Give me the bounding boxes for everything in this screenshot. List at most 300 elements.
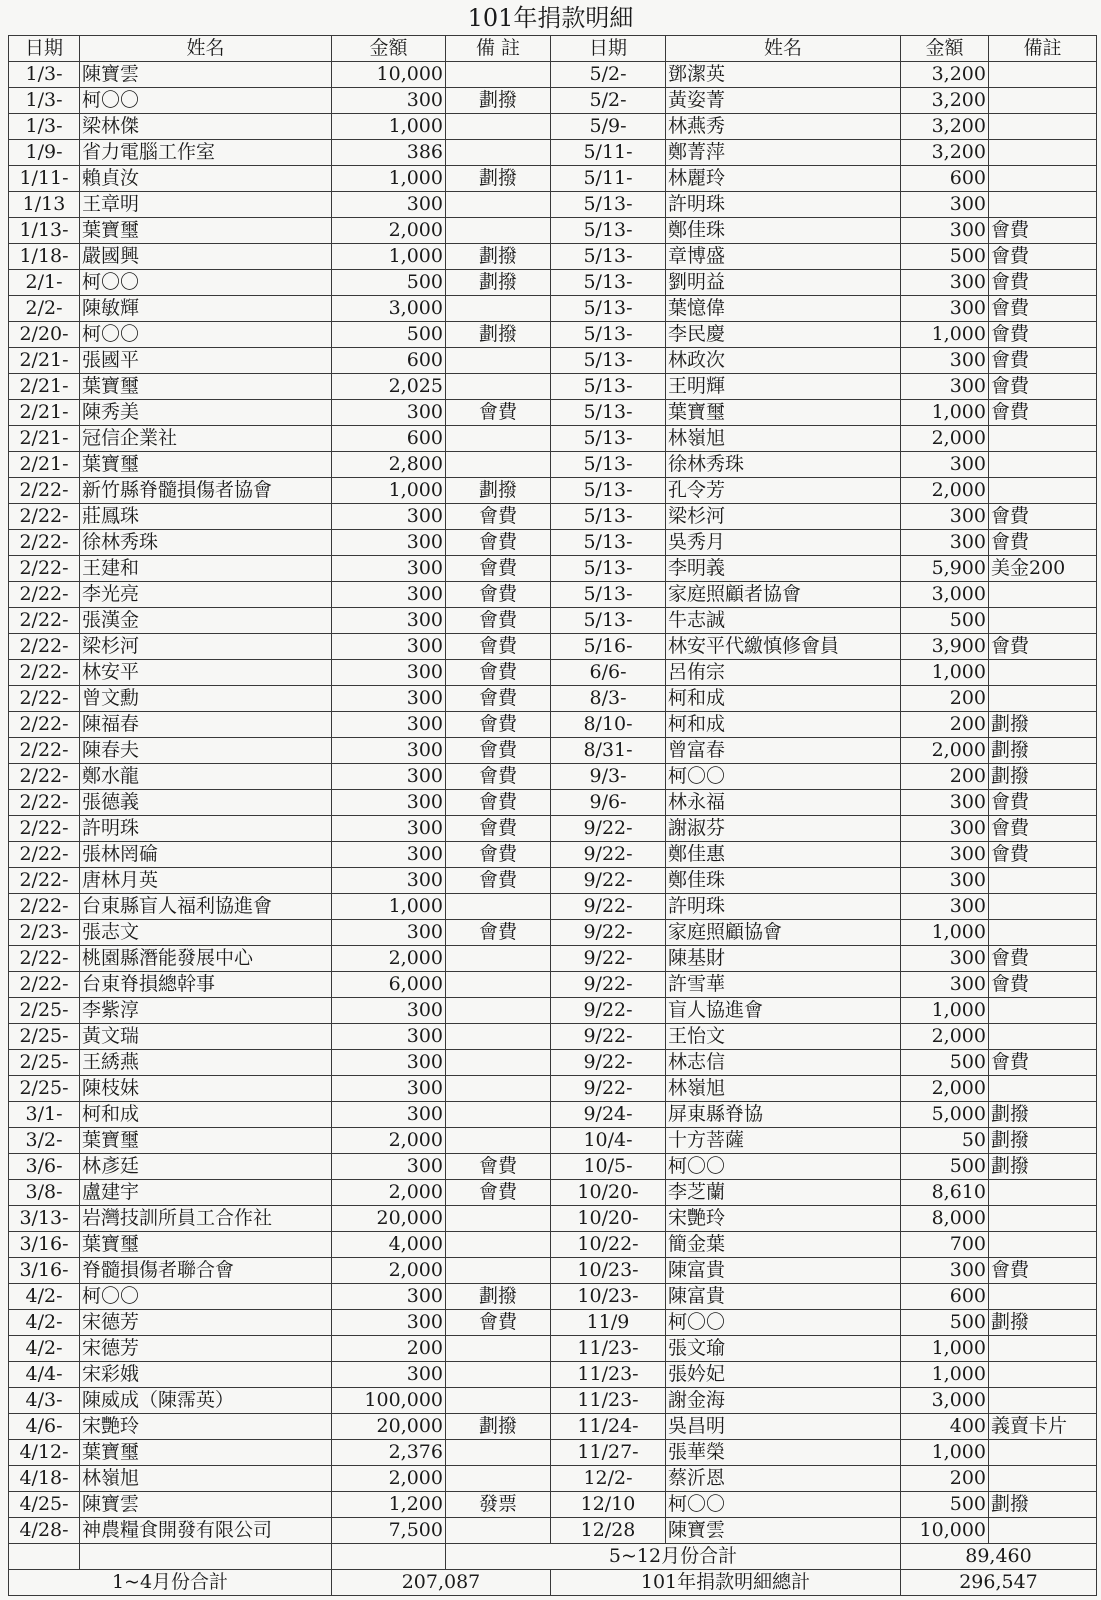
table-row xyxy=(9,608,1097,634)
note-cell: 會費 xyxy=(446,816,551,842)
date-cell: 2/2- xyxy=(9,296,80,322)
date-cell: 5/13- xyxy=(551,322,666,348)
name-cell: 宋艷玲 xyxy=(80,1414,332,1440)
amount-cell: 20,000 xyxy=(332,1414,446,1440)
amount-cell: 2,000 xyxy=(901,1024,989,1050)
amount-cell: 1,000 xyxy=(332,166,446,192)
date-cell: 2/22- xyxy=(9,868,80,894)
note-cell: 會費 xyxy=(989,790,1097,816)
note-cell: 劃撥 xyxy=(446,88,551,114)
name-cell: 家庭照顧協會 xyxy=(666,920,901,946)
amount-cell: 300 xyxy=(332,556,446,582)
note-cell xyxy=(446,192,551,218)
date-cell: 10/20- xyxy=(551,1206,666,1232)
note-cell xyxy=(989,1206,1097,1232)
amount-cell: 300 xyxy=(332,1284,446,1310)
name-cell: 台東脊損總幹事 xyxy=(80,972,332,998)
name-cell: 陳枝妹 xyxy=(80,1076,332,1102)
date-cell: 5/16- xyxy=(551,634,666,660)
note-cell xyxy=(446,140,551,166)
table-row xyxy=(9,634,1097,660)
table-row xyxy=(9,1154,1097,1180)
note-cell: 會費 xyxy=(446,634,551,660)
name-cell: 台東縣盲人福利協進會 xyxy=(80,894,332,920)
date-cell: 5/13- xyxy=(551,296,666,322)
amount-cell: 300 xyxy=(332,764,446,790)
name-cell: 陳富貴 xyxy=(666,1258,901,1284)
date-cell: 5/9- xyxy=(551,114,666,140)
note-cell: 劃撥 xyxy=(989,1492,1097,1518)
header-note-right: 備註 xyxy=(989,36,1097,62)
date-cell: 2/21- xyxy=(9,374,80,400)
total-row xyxy=(9,1570,1097,1596)
name-cell: 葉憶偉 xyxy=(666,296,901,322)
note-cell: 會費 xyxy=(446,842,551,868)
note-cell: 劃撥 xyxy=(446,270,551,296)
name-cell: 柯〇〇 xyxy=(80,88,332,114)
date-cell: 5/13- xyxy=(551,452,666,478)
name-cell: 曾文勳 xyxy=(80,686,332,712)
date-cell: 1/3- xyxy=(9,114,80,140)
note-cell: 劃撥 xyxy=(446,166,551,192)
note-cell: 會費 xyxy=(446,1154,551,1180)
table-row xyxy=(9,972,1097,998)
date-cell: 2/22- xyxy=(9,608,80,634)
note-cell xyxy=(446,1518,551,1544)
note-cell xyxy=(989,114,1097,140)
name-cell: 張妗妃 xyxy=(666,1362,901,1388)
name-cell: 鄧潔英 xyxy=(666,62,901,88)
name-cell: 章博盛 xyxy=(666,244,901,270)
amount-cell: 500 xyxy=(901,1050,989,1076)
subtotal-row-may-dec xyxy=(9,1544,1097,1570)
name-cell: 許明珠 xyxy=(666,894,901,920)
name-cell: 陳秀美 xyxy=(80,400,332,426)
name-cell: 岩灣技訓所員工合作社 xyxy=(80,1206,332,1232)
amount-cell: 3,900 xyxy=(901,634,989,660)
table-row xyxy=(9,218,1097,244)
name-cell: 脊髓損傷者聯合會 xyxy=(80,1258,332,1284)
amount-cell: 20,000 xyxy=(332,1206,446,1232)
note-cell: 會費 xyxy=(989,400,1097,426)
name-cell: 許明珠 xyxy=(80,816,332,842)
amount-cell: 2,376 xyxy=(332,1440,446,1466)
table-row xyxy=(9,842,1097,868)
note-cell: 會費 xyxy=(446,504,551,530)
date-cell: 2/22- xyxy=(9,478,80,504)
amount-cell: 700 xyxy=(901,1232,989,1258)
date-cell: 4/18- xyxy=(9,1466,80,1492)
name-cell: 林嶺旭 xyxy=(666,426,901,452)
name-cell: 鄭佳惠 xyxy=(666,842,901,868)
table-row xyxy=(9,660,1097,686)
amount-cell: 300 xyxy=(901,816,989,842)
date-cell: 2/21- xyxy=(9,452,80,478)
date-cell: 5/13- xyxy=(551,400,666,426)
note-cell: 劃撥 xyxy=(446,1414,551,1440)
note-cell xyxy=(989,1336,1097,1362)
note-cell xyxy=(446,1440,551,1466)
amount-cell: 1,200 xyxy=(332,1492,446,1518)
table-row xyxy=(9,998,1097,1024)
name-cell: 柯和成 xyxy=(666,712,901,738)
date-cell: 12/28 xyxy=(551,1518,666,1544)
subtotal-jan-apr-label: 1~4月份合計 xyxy=(9,1570,332,1596)
table-row xyxy=(9,738,1097,764)
date-cell: 11/9 xyxy=(551,1310,666,1336)
note-cell: 會費 xyxy=(989,270,1097,296)
note-cell xyxy=(989,478,1097,504)
name-cell: 牛志誠 xyxy=(666,608,901,634)
date-cell: 5/2- xyxy=(551,62,666,88)
date-cell: 4/12- xyxy=(9,1440,80,1466)
table-row xyxy=(9,270,1097,296)
date-cell: 11/23- xyxy=(551,1336,666,1362)
amount-cell: 500 xyxy=(901,1492,989,1518)
name-cell: 李紫淳 xyxy=(80,998,332,1024)
note-cell: 會費 xyxy=(989,1258,1097,1284)
date-cell: 9/22- xyxy=(551,816,666,842)
amount-cell: 500 xyxy=(901,244,989,270)
amount-cell: 300 xyxy=(901,946,989,972)
date-cell: 2/22- xyxy=(9,504,80,530)
amount-cell: 1,000 xyxy=(332,894,446,920)
note-cell: 會費 xyxy=(989,946,1097,972)
name-cell: 李光亮 xyxy=(80,582,332,608)
table-row xyxy=(9,1284,1097,1310)
date-cell: 2/22- xyxy=(9,712,80,738)
date-cell: 9/22- xyxy=(551,842,666,868)
amount-cell: 2,800 xyxy=(332,452,446,478)
date-cell: 4/25- xyxy=(9,1492,80,1518)
header-name-right: 姓名 xyxy=(666,36,901,62)
date-cell: 11/23- xyxy=(551,1362,666,1388)
date-cell: 9/3- xyxy=(551,764,666,790)
date-cell: 2/22- xyxy=(9,946,80,972)
name-cell: 孔令芳 xyxy=(666,478,901,504)
date-cell: 9/22- xyxy=(551,998,666,1024)
amount-cell: 1,000 xyxy=(332,244,446,270)
note-cell xyxy=(446,1258,551,1284)
table-row xyxy=(9,1050,1097,1076)
amount-cell: 300 xyxy=(332,660,446,686)
note-cell xyxy=(446,972,551,998)
name-cell: 吳昌明 xyxy=(666,1414,901,1440)
date-cell: 2/22- xyxy=(9,582,80,608)
amount-cell: 300 xyxy=(901,504,989,530)
note-cell xyxy=(446,1024,551,1050)
amount-cell: 300 xyxy=(332,400,446,426)
note-cell xyxy=(989,192,1097,218)
date-cell: 5/13- xyxy=(551,478,666,504)
date-cell: 9/22- xyxy=(551,868,666,894)
table-row xyxy=(9,1466,1097,1492)
name-cell: 柯〇〇 xyxy=(666,1492,901,1518)
amount-cell: 300 xyxy=(332,790,446,816)
note-cell: 劃撥 xyxy=(989,712,1097,738)
name-cell: 陳寶雲 xyxy=(80,1492,332,1518)
date-cell: 4/6- xyxy=(9,1414,80,1440)
name-cell: 林永福 xyxy=(666,790,901,816)
name-cell: 王怡文 xyxy=(666,1024,901,1050)
date-cell: 9/22- xyxy=(551,1024,666,1050)
date-cell: 2/1- xyxy=(9,270,80,296)
amount-cell: 3,200 xyxy=(901,140,989,166)
note-cell xyxy=(989,88,1097,114)
note-cell xyxy=(446,452,551,478)
note-cell: 會費 xyxy=(989,218,1097,244)
table-row xyxy=(9,244,1097,270)
amount-cell: 386 xyxy=(332,140,446,166)
table-row xyxy=(9,868,1097,894)
note-cell xyxy=(446,218,551,244)
name-cell: 張志文 xyxy=(80,920,332,946)
note-cell xyxy=(446,426,551,452)
note-cell: 會費 xyxy=(989,1050,1097,1076)
date-cell: 4/3- xyxy=(9,1388,80,1414)
date-cell: 1/3- xyxy=(9,62,80,88)
amount-cell: 300 xyxy=(332,1076,446,1102)
note-cell: 劃撥 xyxy=(446,322,551,348)
name-cell: 李明義 xyxy=(666,556,901,582)
note-cell: 會費 xyxy=(446,868,551,894)
note-cell xyxy=(446,946,551,972)
note-cell xyxy=(446,374,551,400)
grand-total-value: 296,547 xyxy=(901,1570,1097,1596)
note-cell: 會費 xyxy=(446,764,551,790)
note-cell: 劃撥 xyxy=(989,1102,1097,1128)
table-row xyxy=(9,166,1097,192)
table-row xyxy=(9,1310,1097,1336)
note-cell: 劃撥 xyxy=(989,764,1097,790)
table-row xyxy=(9,322,1097,348)
amount-cell: 1,000 xyxy=(332,478,446,504)
amount-cell: 1,000 xyxy=(901,400,989,426)
date-cell: 12/10 xyxy=(551,1492,666,1518)
note-cell xyxy=(989,166,1097,192)
table-row xyxy=(9,192,1097,218)
amount-cell: 500 xyxy=(901,608,989,634)
name-cell: 柯〇〇 xyxy=(666,1310,901,1336)
table-row xyxy=(9,1362,1097,1388)
amount-cell: 2,000 xyxy=(332,1180,446,1206)
note-cell xyxy=(989,452,1097,478)
amount-cell: 300 xyxy=(901,452,989,478)
name-cell: 柯和成 xyxy=(80,1102,332,1128)
note-cell: 會費 xyxy=(446,738,551,764)
note-cell xyxy=(989,920,1097,946)
blank-cell xyxy=(80,1544,332,1570)
name-cell: 陳福春 xyxy=(80,712,332,738)
header-date-right: 日期 xyxy=(551,36,666,62)
amount-cell: 2,025 xyxy=(332,374,446,400)
name-cell: 陳威成（陳霈英） xyxy=(80,1388,332,1414)
date-cell: 4/28- xyxy=(9,1518,80,1544)
name-cell: 張漢金 xyxy=(80,608,332,634)
table-row xyxy=(9,1232,1097,1258)
name-cell: 省力電腦工作室 xyxy=(80,140,332,166)
name-cell: 謝淑芬 xyxy=(666,816,901,842)
table-row xyxy=(9,1414,1097,1440)
date-cell: 3/16- xyxy=(9,1258,80,1284)
name-cell: 陳基財 xyxy=(666,946,901,972)
amount-cell: 200 xyxy=(901,764,989,790)
amount-cell: 300 xyxy=(332,1050,446,1076)
amount-cell: 2,000 xyxy=(332,1466,446,1492)
date-cell: 5/11- xyxy=(551,166,666,192)
header-date-left: 日期 xyxy=(9,36,80,62)
note-cell xyxy=(989,1388,1097,1414)
note-cell xyxy=(989,1076,1097,1102)
table-row xyxy=(9,790,1097,816)
amount-cell: 1,000 xyxy=(901,998,989,1024)
date-cell: 2/25- xyxy=(9,1050,80,1076)
name-cell: 鄭佳珠 xyxy=(666,218,901,244)
date-cell: 5/13- xyxy=(551,426,666,452)
note-cell xyxy=(446,894,551,920)
table-row xyxy=(9,1180,1097,1206)
date-cell: 10/4- xyxy=(551,1128,666,1154)
note-cell: 美金200 xyxy=(989,556,1097,582)
name-cell: 盲人協進會 xyxy=(666,998,901,1024)
note-cell xyxy=(446,296,551,322)
name-cell: 宋彩娥 xyxy=(80,1362,332,1388)
table-row xyxy=(9,1440,1097,1466)
donation-rows xyxy=(9,62,1097,1544)
table-row xyxy=(9,816,1097,842)
date-cell: 2/22- xyxy=(9,530,80,556)
name-cell: 陳敏輝 xyxy=(80,296,332,322)
date-cell: 4/4- xyxy=(9,1362,80,1388)
amount-cell: 300 xyxy=(901,374,989,400)
amount-cell: 1,000 xyxy=(901,660,989,686)
amount-cell: 300 xyxy=(901,218,989,244)
note-cell xyxy=(989,1466,1097,1492)
grand-total-label: 101年捐款明細總計 xyxy=(551,1570,901,1596)
table-row xyxy=(9,348,1097,374)
table-row xyxy=(9,920,1097,946)
amount-cell: 500 xyxy=(332,270,446,296)
name-cell: 張文瑜 xyxy=(666,1336,901,1362)
amount-cell: 8,610 xyxy=(901,1180,989,1206)
note-cell xyxy=(989,608,1097,634)
name-cell: 徐林秀珠 xyxy=(666,452,901,478)
amount-cell: 300 xyxy=(901,192,989,218)
note-cell xyxy=(446,1076,551,1102)
amount-cell: 300 xyxy=(901,296,989,322)
date-cell: 2/22- xyxy=(9,790,80,816)
note-cell xyxy=(446,1362,551,1388)
note-cell xyxy=(989,1284,1097,1310)
name-cell: 張華榮 xyxy=(666,1440,901,1466)
name-cell: 林彥廷 xyxy=(80,1154,332,1180)
name-cell: 陳春夫 xyxy=(80,738,332,764)
date-cell: 2/21- xyxy=(9,348,80,374)
amount-cell: 200 xyxy=(901,712,989,738)
note-cell xyxy=(446,114,551,140)
note-cell xyxy=(989,582,1097,608)
table-row xyxy=(9,140,1097,166)
name-cell: 李民慶 xyxy=(666,322,901,348)
table-row xyxy=(9,1258,1097,1284)
date-cell: 3/6- xyxy=(9,1154,80,1180)
amount-cell: 2,000 xyxy=(901,1076,989,1102)
name-cell: 梁杉河 xyxy=(80,634,332,660)
amount-cell: 1,000 xyxy=(901,1440,989,1466)
note-cell xyxy=(446,1050,551,1076)
date-cell: 1/11- xyxy=(9,166,80,192)
note-cell: 會費 xyxy=(989,972,1097,998)
amount-cell: 500 xyxy=(901,1154,989,1180)
amount-cell: 300 xyxy=(332,686,446,712)
date-cell: 9/22- xyxy=(551,894,666,920)
name-cell: 葉寶璽 xyxy=(80,1128,332,1154)
note-cell: 劃撥 xyxy=(989,1310,1097,1336)
amount-cell: 200 xyxy=(901,1466,989,1492)
date-cell: 5/13- xyxy=(551,244,666,270)
name-cell: 陳寶雲 xyxy=(80,62,332,88)
name-cell: 劉明益 xyxy=(666,270,901,296)
date-cell: 11/27- xyxy=(551,1440,666,1466)
amount-cell: 600 xyxy=(901,166,989,192)
name-cell: 柯〇〇 xyxy=(80,270,332,296)
date-cell: 3/2- xyxy=(9,1128,80,1154)
amount-cell: 300 xyxy=(332,868,446,894)
amount-cell: 3,000 xyxy=(332,296,446,322)
name-cell: 王建和 xyxy=(80,556,332,582)
amount-cell: 3,200 xyxy=(901,114,989,140)
amount-cell: 300 xyxy=(332,582,446,608)
date-cell: 9/22- xyxy=(551,946,666,972)
name-cell: 葉寶璽 xyxy=(80,452,332,478)
amount-cell: 1,000 xyxy=(901,1336,989,1362)
note-cell xyxy=(989,894,1097,920)
name-cell: 葉寶璽 xyxy=(80,374,332,400)
date-cell: 5/11- xyxy=(551,140,666,166)
amount-cell: 2,000 xyxy=(332,1258,446,1284)
amount-cell: 300 xyxy=(332,920,446,946)
note-cell xyxy=(989,998,1097,1024)
date-cell: 2/22- xyxy=(9,686,80,712)
date-cell: 9/6- xyxy=(551,790,666,816)
amount-cell: 300 xyxy=(332,738,446,764)
table-row xyxy=(9,62,1097,88)
note-cell xyxy=(989,1362,1097,1388)
note-cell: 會費 xyxy=(446,920,551,946)
name-cell: 王章明 xyxy=(80,192,332,218)
date-cell: 1/13 xyxy=(9,192,80,218)
amount-cell: 300 xyxy=(901,868,989,894)
name-cell: 林安平代繳慎修會員 xyxy=(666,634,901,660)
amount-cell: 300 xyxy=(901,842,989,868)
note-cell: 會費 xyxy=(446,660,551,686)
amount-cell: 300 xyxy=(901,348,989,374)
date-cell: 9/22- xyxy=(551,920,666,946)
amount-cell: 2,000 xyxy=(332,946,446,972)
date-cell: 5/13- xyxy=(551,218,666,244)
amount-cell: 1,000 xyxy=(332,114,446,140)
name-cell: 梁杉河 xyxy=(666,504,901,530)
amount-cell: 300 xyxy=(332,998,446,1024)
note-cell: 會費 xyxy=(446,400,551,426)
date-cell: 3/1- xyxy=(9,1102,80,1128)
amount-cell: 300 xyxy=(332,634,446,660)
note-cell xyxy=(989,1232,1097,1258)
date-cell: 5/13- xyxy=(551,556,666,582)
note-cell xyxy=(989,1518,1097,1544)
name-cell: 林政次 xyxy=(666,348,901,374)
name-cell: 鄭菁萍 xyxy=(666,140,901,166)
